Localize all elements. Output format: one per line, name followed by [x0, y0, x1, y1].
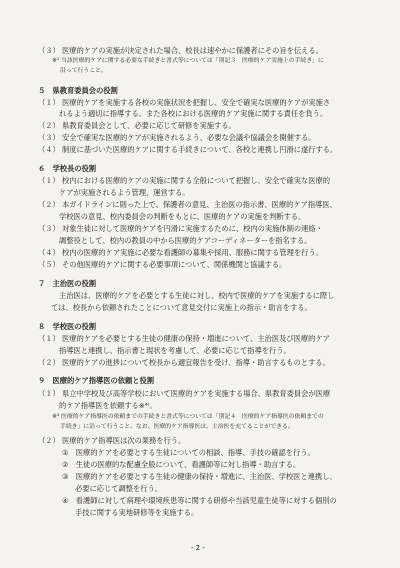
paragraph-line: ては、校長から依頼されたことについて意見交付に実施上の指示・助言をする。 [51, 303, 312, 312]
list-item-line: ケアが実施されるよう管理、運営する。 [59, 188, 190, 197]
footnote-line: 手続き」に沿って行うこと。なお、医療的ケア指導医は、主治医を充てることができる。 [60, 424, 294, 430]
section-heading: ８ 学校医の役割 [38, 322, 96, 331]
sub-item-line: ④ 看護師に対して病理や環境疾患等に関する研修や当該児童生徒等に対する個別の [62, 496, 337, 505]
footnote-line: ※⁴ 医療的ケア指導医の依頼までの手続きと書式等については「別記４ 医療的ケア指導医の依頼までの [52, 414, 324, 420]
sub-item-line: 手技に関する実地研修等を実施する。 [75, 508, 199, 517]
list-item-line: （２） 医療的ケア指導医は次の業務を行う。 [38, 436, 186, 445]
footnote-line: 沿って行うこと。 [60, 68, 107, 74]
sub-item-line: 必要に応じて調整を行う。 [75, 484, 162, 493]
list-item-line: （１） 医療的ケアを実施する各校の実施状況を把握し、安全で確実な医療的ケアが実施さ [38, 98, 331, 107]
section-heading: ５ 県教育委員会の役割 [38, 86, 118, 95]
list-item-line: 指導医と連携し、指示書と現状を考慮して、必要に応じて指導を行う。 [59, 346, 291, 355]
section-heading: ７ 主治医の役割 [38, 279, 96, 288]
list-item-line: （２） 県教育委員会として、必要に応じて研修を実施する。 [38, 121, 236, 130]
list-item-line: （２） 医療的ケアの進捗について校長から適宜報告を受け、指導・助言するものとする。 [38, 358, 330, 367]
paragraph-line: 主治医は、医療的ケアを必要とする生徒に対し、校内で医療的ケアを実施するに際し [59, 291, 335, 300]
list-item-line: （３） 安全で確実な医療的ケアが実施されるよう、必要な会議や協議会を開催する。 [38, 133, 316, 142]
list-item-line: 調整役として、校内の教員の中から医療的ケアコーディネーターを指名する。 [59, 236, 312, 245]
sub-item-line: ② 生徒の医療的な配慮全般について、看護師等に対し指導・助言する。 [62, 460, 301, 469]
list-item-line: （３） 対象生徒に対して医療的ケアを円滑に実施するために、校内の実施体制の連絡・ [38, 224, 323, 233]
list-item-line: （４） 校内の医療的ケア実施に必要な看護師の募集や採用、服務に関する管理を行う。 [38, 248, 323, 257]
list-item-line: 的ケア指導医を依頼する※⁴⁾。 [59, 401, 157, 410]
list-item-line: れるよう適切に指導する。また各校における医療的ケア実施に関する責任を負う。 [59, 109, 328, 118]
sub-item-line: ③ 医療的ケアを必要とする生徒の健康の保持・増進に、主治医、学校医と連携し、 [62, 472, 337, 481]
list-item-line: （１） 医療的ケアを必要とする生徒の健康の保持・増進について、主治医及び医療的ケア [38, 334, 330, 343]
list-item-line: （１） 校内における医療的ケアの実施に関する全般について把握し、安全で確実な医療的 [38, 176, 330, 185]
sub-item-line: ① 医療的ケアを必要とする生徒についての相談、指導、手技の確認を行う。 [62, 448, 315, 457]
list-item-line: （５） その他医療的ケアに関する必要事項について、関係機関と協議する。 [38, 260, 287, 269]
section-heading: ６ 学校長の役割 [38, 164, 96, 173]
list-item-line: （３） 医療的ケアの実施が決定された場合、校長は速やかに保護者にその旨を伝える。 [38, 46, 323, 55]
footnote-line: ※¹ 当該医療的ケアに関する必要な手続きと書式等については「別記３ 医療的ケア実施上の手続き」に [52, 58, 324, 64]
list-item-line: 学校医の意見、校内委員会の判断をもとに、医療的ケアの実施を判断する。 [59, 212, 306, 221]
section-heading: ９ 医療的ケア指導医の依頼と役割 [38, 376, 154, 385]
list-item-line: （１） 県立中学校及び高等学校において医療的ケアを実施する場合、県教育委員会が医療 [38, 389, 331, 398]
page-number: - 2 - [191, 544, 205, 552]
list-item-line: （４） 制度に基づいた医療的ケアに関する手続きについて、各校と連携し円滑に遂行する。 [38, 145, 338, 154]
list-item-line: （２） 本ガイドラインに則った上で、保護者の意見、主治医の指示書、医療的ケア指導医、 [38, 200, 337, 209]
